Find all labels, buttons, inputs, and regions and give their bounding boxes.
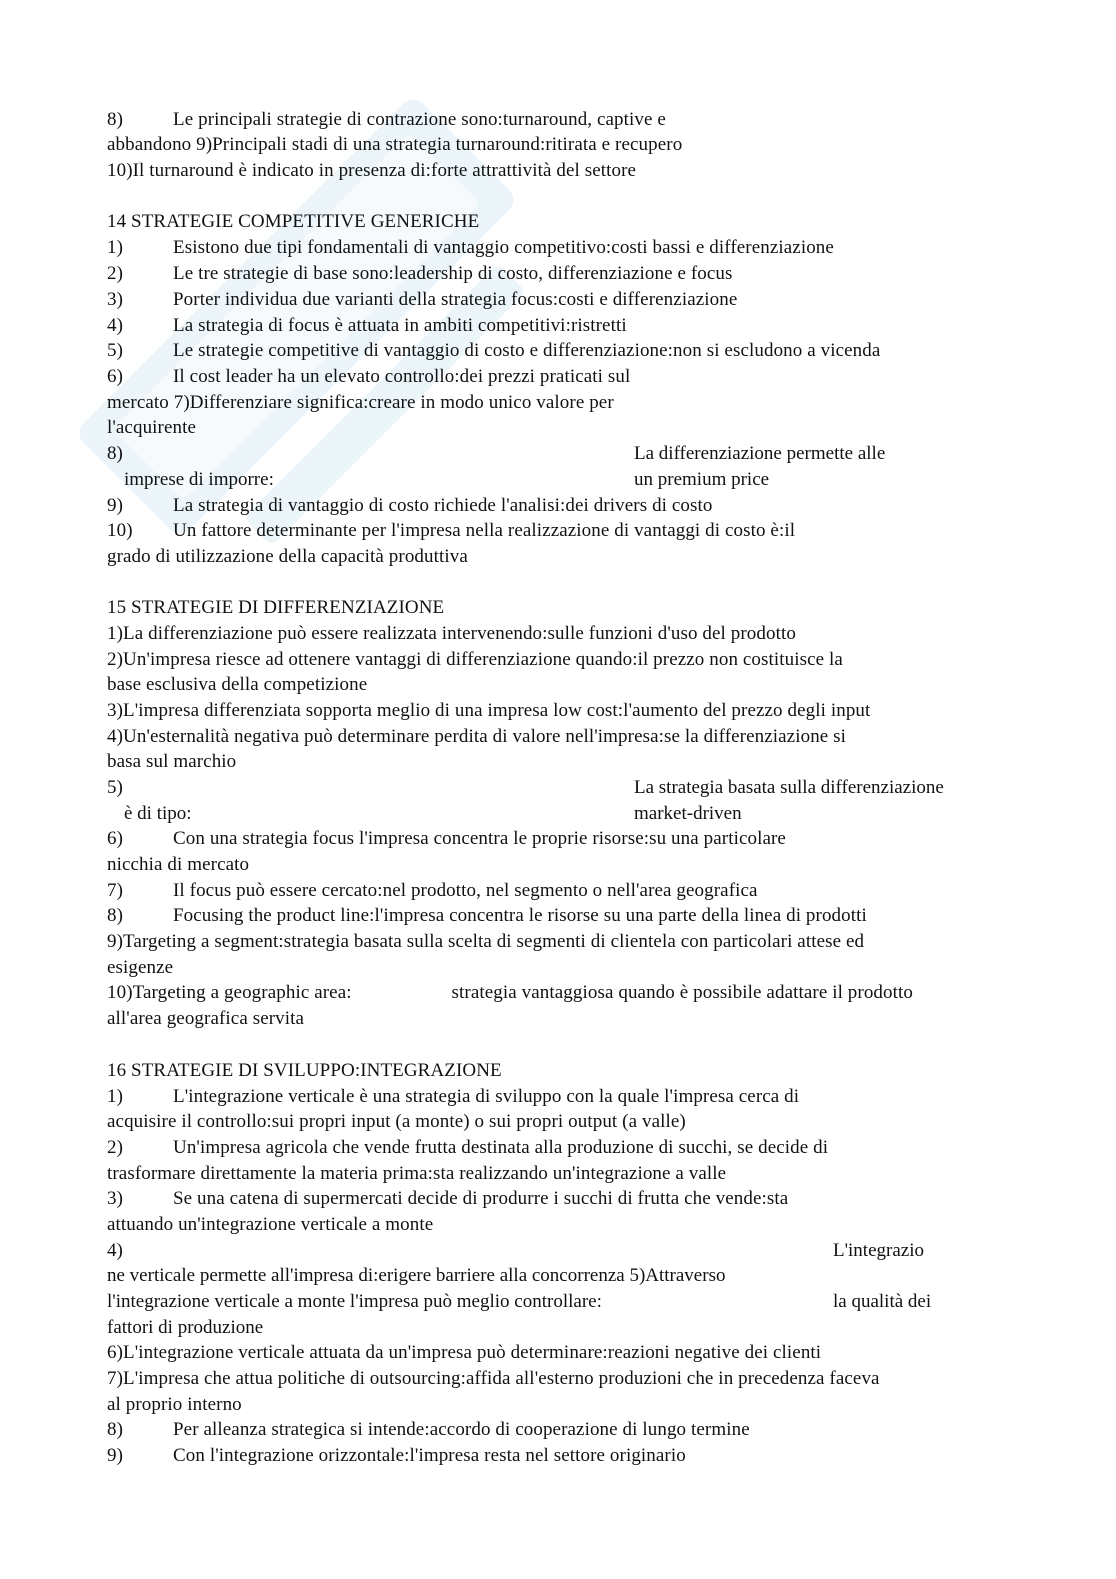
item-number: 1) bbox=[107, 237, 124, 258]
text-line bbox=[107, 313, 627, 339]
text-line: all'area geografica servita bbox=[107, 1008, 305, 1029]
item-number: 8) bbox=[107, 443, 123, 464]
text-line: 1)La differenziazione può essere realizzata intervenendo:sulle funzioni d'uso del prodotto bbox=[107, 623, 796, 644]
text-line bbox=[107, 338, 880, 364]
text-line: 7)L'impresa che attua politiche di outsourcing:affida all'esterno produzioni che in precedenza faceva bbox=[107, 1368, 880, 1389]
text-fragment: la qualità dei bbox=[833, 1291, 932, 1312]
item-text: Con una strategia focus l'impresa concentra le proprie risorse:su una particolare bbox=[173, 828, 786, 849]
text-line: 3)L'impresa differenziata sopporta meglio di una impresa low cost:l'aumento del prezzo degli input bbox=[107, 700, 871, 721]
item-text: Esistono due tipi fondamentali di vantaggio competitivo:costi bassi e differenziazione bbox=[173, 237, 834, 258]
item-text: strategia vantaggiosa quando è possibile adattare il prodotto bbox=[437, 982, 913, 1003]
item-number: 10)Targeting a geographic area: bbox=[107, 982, 352, 1003]
text-line: base esclusiva della competizione bbox=[107, 674, 368, 695]
section-heading: 14 STRATEGIE COMPETITIVE GENERICHE bbox=[107, 211, 480, 232]
text-line: 4)Un'esternalità negativa può determinare perdita di valore nell'impresa:se la differenziazione si bbox=[107, 726, 847, 747]
item-number: 8) bbox=[107, 109, 124, 130]
text-fragment: market-driven bbox=[634, 803, 742, 824]
text-line bbox=[107, 364, 630, 390]
section-heading: 16 STRATEGIE DI SVILUPPO:INTEGRAZIONE bbox=[107, 1060, 502, 1081]
text-line: 10)Il turnaround è indicato in presenza di:forte attrattività del settore bbox=[107, 160, 637, 181]
text-line: 9)Targeting a segment:strategia basata sulla scelta di segmenti di clientela con particolari attese ed bbox=[107, 931, 865, 952]
text-line: basa sul marchio bbox=[107, 751, 237, 772]
item-number: 4) bbox=[107, 315, 124, 336]
item-text: Le strategie competitive di vantaggio di costo e differenziazione:non si escludono a vicenda bbox=[173, 340, 881, 361]
text-line bbox=[107, 107, 666, 133]
item-number: 6) bbox=[107, 366, 124, 387]
item-text: Un'impresa agricola che vende frutta destinata alla produzione di succhi, se decide di bbox=[173, 1137, 829, 1158]
text-fragment: ne verticale permette all'impresa di:erigere barriere alla concorrenza 5)Attraverso bbox=[107, 1265, 726, 1286]
item-number: 2) bbox=[107, 1137, 124, 1158]
text-line: 6)L'integrazione verticale attuata da un'impresa può determinare:reazioni negative dei clienti bbox=[107, 1342, 822, 1363]
text-line: attuando un'integrazione verticale a monte bbox=[107, 1214, 434, 1235]
text-line: l'acquirente bbox=[107, 417, 197, 438]
text-line: nicchia di mercato bbox=[107, 854, 250, 875]
section-heading: 15 STRATEGIE DI DIFFERENZIAZIONE bbox=[107, 597, 445, 618]
text-line: trasformare direttamente la materia prima:sta realizzando un'integrazione a valle bbox=[107, 1163, 727, 1184]
item-text: Un fattore determinante per l'impresa nella realizzazione di vantaggi di costo è:il bbox=[173, 520, 796, 541]
item-number: 1) bbox=[107, 1086, 124, 1107]
item-number: 8) bbox=[107, 1419, 124, 1440]
text-line bbox=[107, 235, 834, 261]
text-line bbox=[107, 903, 867, 929]
text-line bbox=[107, 287, 737, 313]
text-fragment: La strategia basata sulla differenziazione bbox=[634, 777, 944, 798]
item-text: La strategia di focus è attuata in ambiti competitivi:ristretti bbox=[173, 315, 627, 336]
text-line bbox=[107, 1443, 686, 1469]
text-fragment: è di tipo: bbox=[124, 803, 192, 824]
item-text: Se una catena di supermercati decide di produrre i succhi di frutta che vende:sta bbox=[173, 1188, 789, 1209]
text-line bbox=[107, 1417, 750, 1443]
item-number: 2) bbox=[107, 263, 124, 284]
item-text: Le principali strategie di contrazione sono:turnaround, captive e bbox=[173, 109, 666, 130]
text-line: al proprio interno bbox=[107, 1394, 242, 1415]
text-fragment: fattori di produzione bbox=[107, 1317, 264, 1338]
text-line bbox=[107, 980, 913, 1006]
text-line: grado di utilizzazione della capacità produttiva bbox=[107, 546, 468, 567]
text-line bbox=[107, 878, 758, 904]
item-text: Il cost leader ha un elevato controllo:dei prezzi praticati sul bbox=[173, 366, 631, 387]
text-line: abbandono 9)Principali stadi di una strategia turnaround:ritirata e recupero bbox=[107, 134, 683, 155]
item-number: 6) bbox=[107, 828, 124, 849]
item-number: 9) bbox=[107, 495, 124, 516]
item-text: L'integrazione verticale è una strategia di sviluppo con la quale l'impresa cerca di bbox=[173, 1086, 800, 1107]
item-number: 10) bbox=[107, 520, 133, 541]
text-line bbox=[107, 1135, 828, 1161]
item-text: Con l'integrazione orizzontale:l'impresa resta nel settore originario bbox=[173, 1445, 686, 1466]
text-line bbox=[107, 1186, 788, 1212]
text-line: acquisire il controllo:sui propri input (a monte) o sui propri output (a valle) bbox=[107, 1111, 686, 1132]
text-fragment: La differenziazione permette alle bbox=[634, 443, 886, 464]
item-text: Per alleanza strategica si intende:accordo di cooperazione di lungo termine bbox=[173, 1419, 750, 1440]
item-text: Il focus può essere cercato:nel prodotto, nel segmento o nell'area geografica bbox=[173, 880, 758, 901]
item-number: 4) bbox=[107, 1240, 123, 1261]
item-number: 3) bbox=[107, 1188, 124, 1209]
item-number: 9) bbox=[107, 1445, 124, 1466]
text-line: mercato 7)Differenziare significa:creare in modo unico valore per bbox=[107, 392, 614, 413]
text-line bbox=[107, 1084, 799, 1110]
item-number: 3) bbox=[107, 289, 124, 310]
text-fragment: imprese di imporre: bbox=[124, 469, 274, 490]
item-text: Porter individua due varianti della strategia focus:costi e differenziazione bbox=[173, 289, 738, 310]
text-line bbox=[107, 826, 786, 852]
item-number: 8) bbox=[107, 905, 124, 926]
text-fragment: un premium price bbox=[634, 469, 770, 490]
text-line: esigenze bbox=[107, 957, 174, 978]
item-number: 7) bbox=[107, 880, 124, 901]
item-text: Focusing the product line:l'impresa concentra le risorse su una parte della linea di prodotti bbox=[173, 905, 867, 926]
item-number: 5) bbox=[107, 777, 123, 798]
text-line bbox=[107, 493, 713, 519]
text-fragment: L'integrazio bbox=[833, 1240, 924, 1261]
text-line: 2)Un'impresa riesce ad ottenere vantaggi di differenziazione quando:il prezzo non costituisce la bbox=[107, 649, 843, 670]
item-number: 5) bbox=[107, 340, 124, 361]
text-line bbox=[107, 261, 733, 287]
text-line bbox=[107, 518, 795, 544]
item-text: Le tre strategie di base sono:leadership di costo, differenziazione e focus bbox=[173, 263, 733, 284]
item-text: La strategia di vantaggio di costo richiede l'analisi:dei drivers di costo bbox=[173, 495, 713, 516]
text-fragment: l'integrazione verticale a monte l'impresa può meglio controllare: bbox=[107, 1291, 602, 1312]
